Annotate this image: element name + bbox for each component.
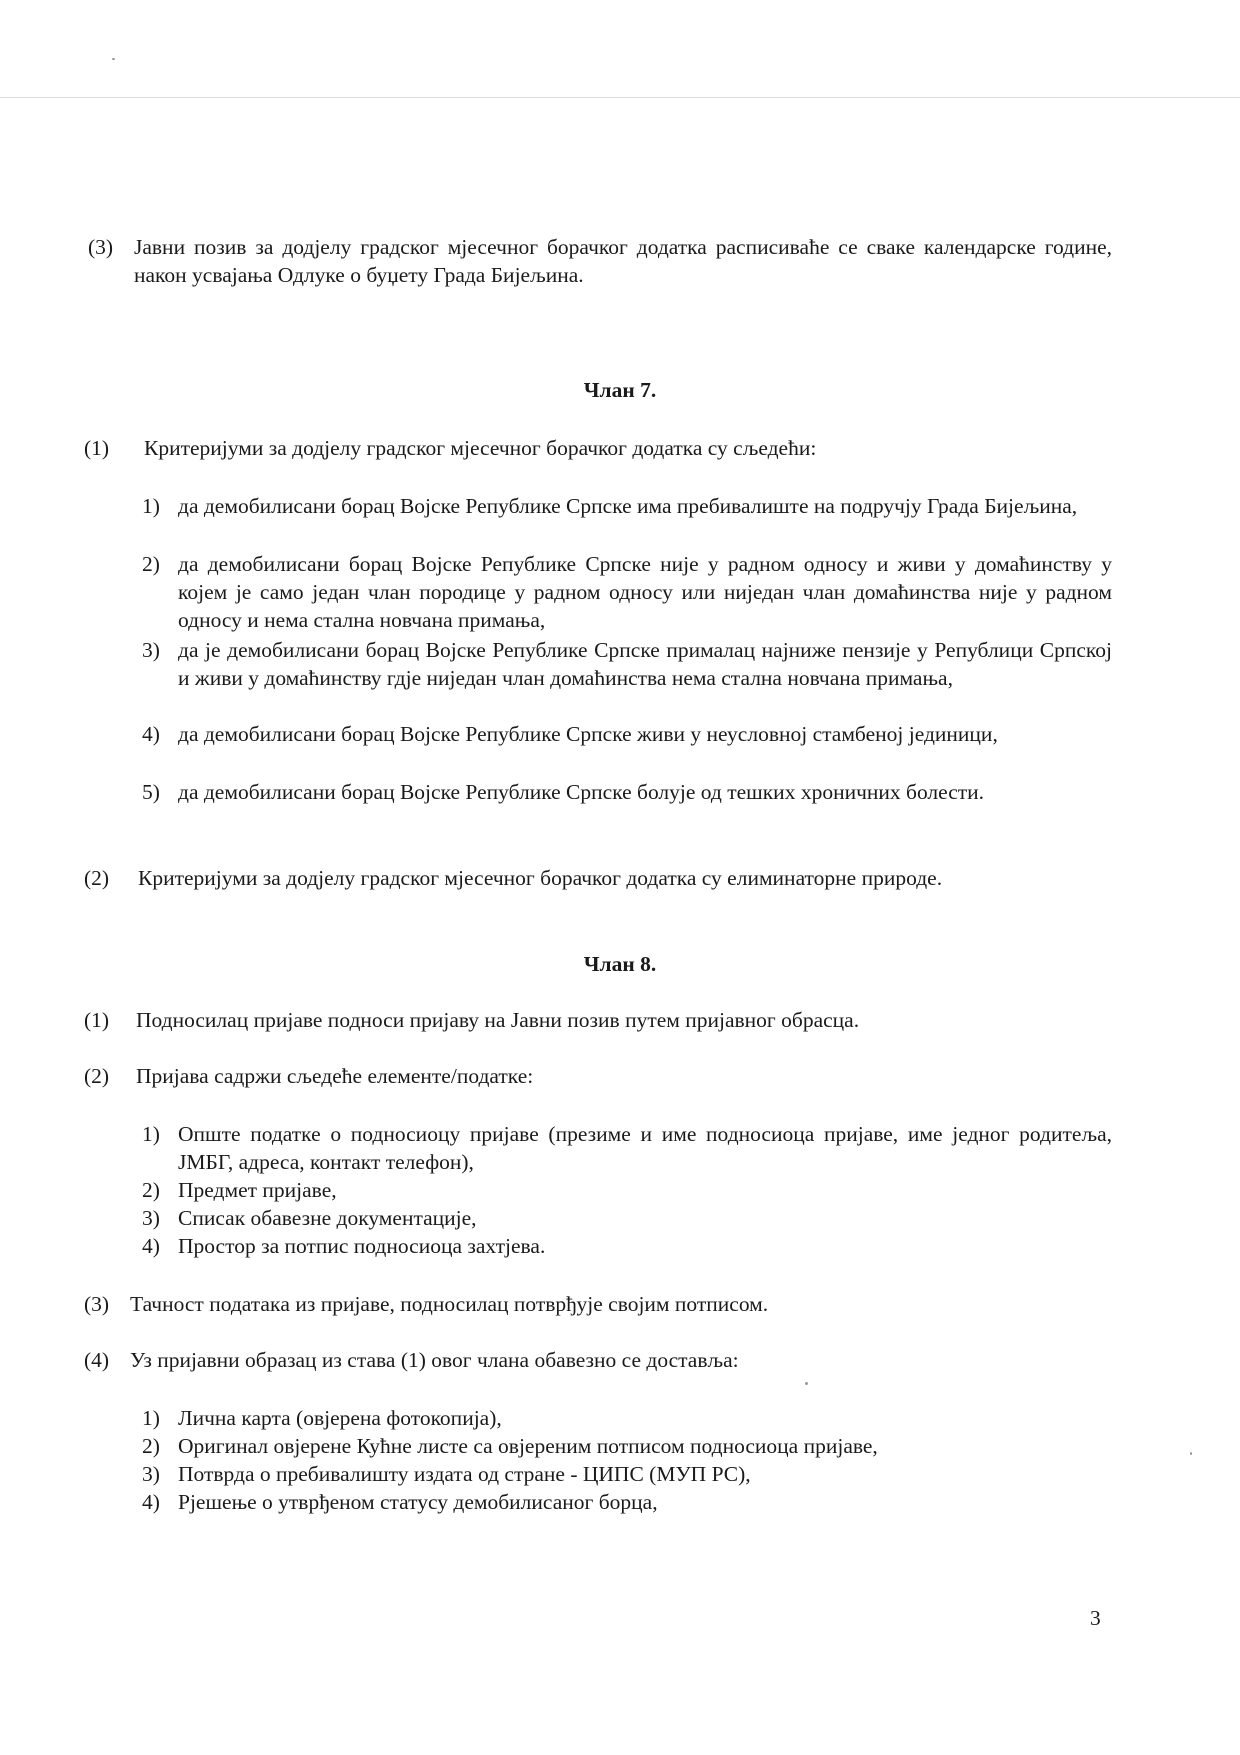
article-7-item-2 xyxy=(142,550,1112,634)
item-text: Лична карта (овјерена фотокопија), xyxy=(178,1406,502,1430)
item-number: 2) xyxy=(142,1434,160,1458)
article-8-item-a4 xyxy=(142,1232,1112,1260)
article-8-title: Члан 8. xyxy=(583,952,657,976)
article-8-item-a3 xyxy=(142,1204,1112,1232)
item-text: Рјешење о утврђеном статусу демобилисаног борца, xyxy=(178,1490,658,1514)
article-7-item-4 xyxy=(142,720,1112,748)
item-number: 3) xyxy=(142,1462,160,1486)
item-number: 4) xyxy=(142,1234,160,1258)
item-text: Опште податке о подносиоцу пријаве (презиме и име подносиоца пријаве, име једног родитеља, ЈМБГ, адреса, контакт телефон), xyxy=(178,1122,1112,1174)
paragraph-number: (3) xyxy=(88,235,114,259)
item-text: Оригинал овјерене Кућне листе са овјереним потписом подносиоца пријаве, xyxy=(178,1434,878,1458)
article-8-paragraph-4 xyxy=(84,1346,1112,1374)
item-text: Простор за потпис подносиоца захтјева. xyxy=(178,1234,546,1258)
item-number: 3) xyxy=(142,1206,160,1230)
article-7-item-3 xyxy=(142,636,1112,692)
article-8-item-b4 xyxy=(142,1488,1112,1516)
scan-speck xyxy=(112,58,115,60)
item-text: Предмет пријаве, xyxy=(178,1178,337,1202)
item-number: 3) xyxy=(142,638,160,662)
item-number: 1) xyxy=(142,1122,160,1146)
item-text: да демобилисани борац Војске Републике Српске није у радном односу и живи у домаћинству у којем је само један члан породице у радном односу или ниједан члан домаћинства није у радном односу и нема стална новчана примања, xyxy=(178,552,1112,632)
article-7-title: Члан 7. xyxy=(583,378,657,402)
item-number: 2) xyxy=(142,552,160,576)
item-text: да демобилисани борац Војске Републике Српске болује од тешких хроничних болести. xyxy=(178,780,985,804)
article-7-item-5 xyxy=(142,778,1112,806)
article-8-item-b3 xyxy=(142,1460,1112,1488)
article-7-paragraph-1 xyxy=(84,434,1112,462)
paragraph-text: Јавни позив за додјелу градског мјесечног борачког додатка расписиваће се сваке календарске године, након усвајања Одлуке о буџету Града Бијељина. xyxy=(134,235,1112,287)
scan-speck xyxy=(1190,1452,1192,1455)
paragraph-number: (2) xyxy=(84,1064,110,1088)
item-number: 2) xyxy=(142,1178,160,1202)
item-number: 1) xyxy=(142,1406,160,1430)
paragraph-number: (1) xyxy=(84,436,110,460)
article-8-item-b2 xyxy=(142,1432,1112,1460)
item-text: Потврда о пребивалишту издата од стране - ЦИПС (МУП РС), xyxy=(178,1462,751,1486)
article-8-paragraph-1 xyxy=(84,1006,1112,1034)
paragraph-3-intro xyxy=(88,233,1112,289)
paragraph-text: Уз пријавни образац из става (1) овог члана обавезно се доставља: xyxy=(130,1348,739,1372)
paragraph-text: Тачност податакa из пријаве, подносилац потврђује својим потписом. xyxy=(130,1292,769,1316)
paragraph-text: Критеријуми за додјелу градског мјесечног борачког додатка су елиминаторне природе. xyxy=(138,866,943,890)
paragraph-number: (2) xyxy=(84,866,110,890)
scan-speck xyxy=(805,1382,808,1385)
paragraph-number: (4) xyxy=(84,1348,110,1372)
item-number: 4) xyxy=(142,1490,160,1514)
paragraph-text: Критеријуми за додјелу градског мјесечног борачког додатка су сљедећи: xyxy=(144,436,817,460)
article-8-paragraph-2 xyxy=(84,1062,1112,1090)
article-8-item-a2 xyxy=(142,1176,1112,1204)
item-number: 1) xyxy=(142,494,160,518)
article-7-paragraph-2 xyxy=(84,864,1112,892)
paragraph-number: (3) xyxy=(84,1292,110,1316)
paragraph-number: (1) xyxy=(84,1008,110,1032)
item-text: да демобилисани борац Војске Републике Српске живи у неусловној стамбеној јединици, xyxy=(178,722,998,746)
page-number: 3 xyxy=(1090,1606,1101,1630)
item-number: 5) xyxy=(142,780,160,804)
article-8-paragraph-3 xyxy=(84,1290,1112,1318)
item-text: Списак обавезне документације, xyxy=(178,1206,477,1230)
item-number: 4) xyxy=(142,722,160,746)
article-7-item-1 xyxy=(142,492,1112,520)
paragraph-text: Подносилац пријаве подноси пријаву на Јавни позив путем пријавног обрасца. xyxy=(136,1008,860,1032)
item-text: да је демобилисани борац Војске Републике Српске прималац најниже пензије у Републици Српској и живи у домаћинству гдје ниједан члан домаћинства нема стална новчана примања, xyxy=(178,638,1112,690)
article-8-item-b1 xyxy=(142,1404,1112,1432)
paragraph-text: Пријава садржи сљедеће елементе/податке: xyxy=(136,1064,534,1088)
scan-edge-line xyxy=(0,97,1240,98)
article-8-item-a1 xyxy=(142,1120,1112,1176)
item-text: да демобилисани борац Војске Републике Српске има пребивалиште на подручју Града Бијељина, xyxy=(178,494,1078,518)
